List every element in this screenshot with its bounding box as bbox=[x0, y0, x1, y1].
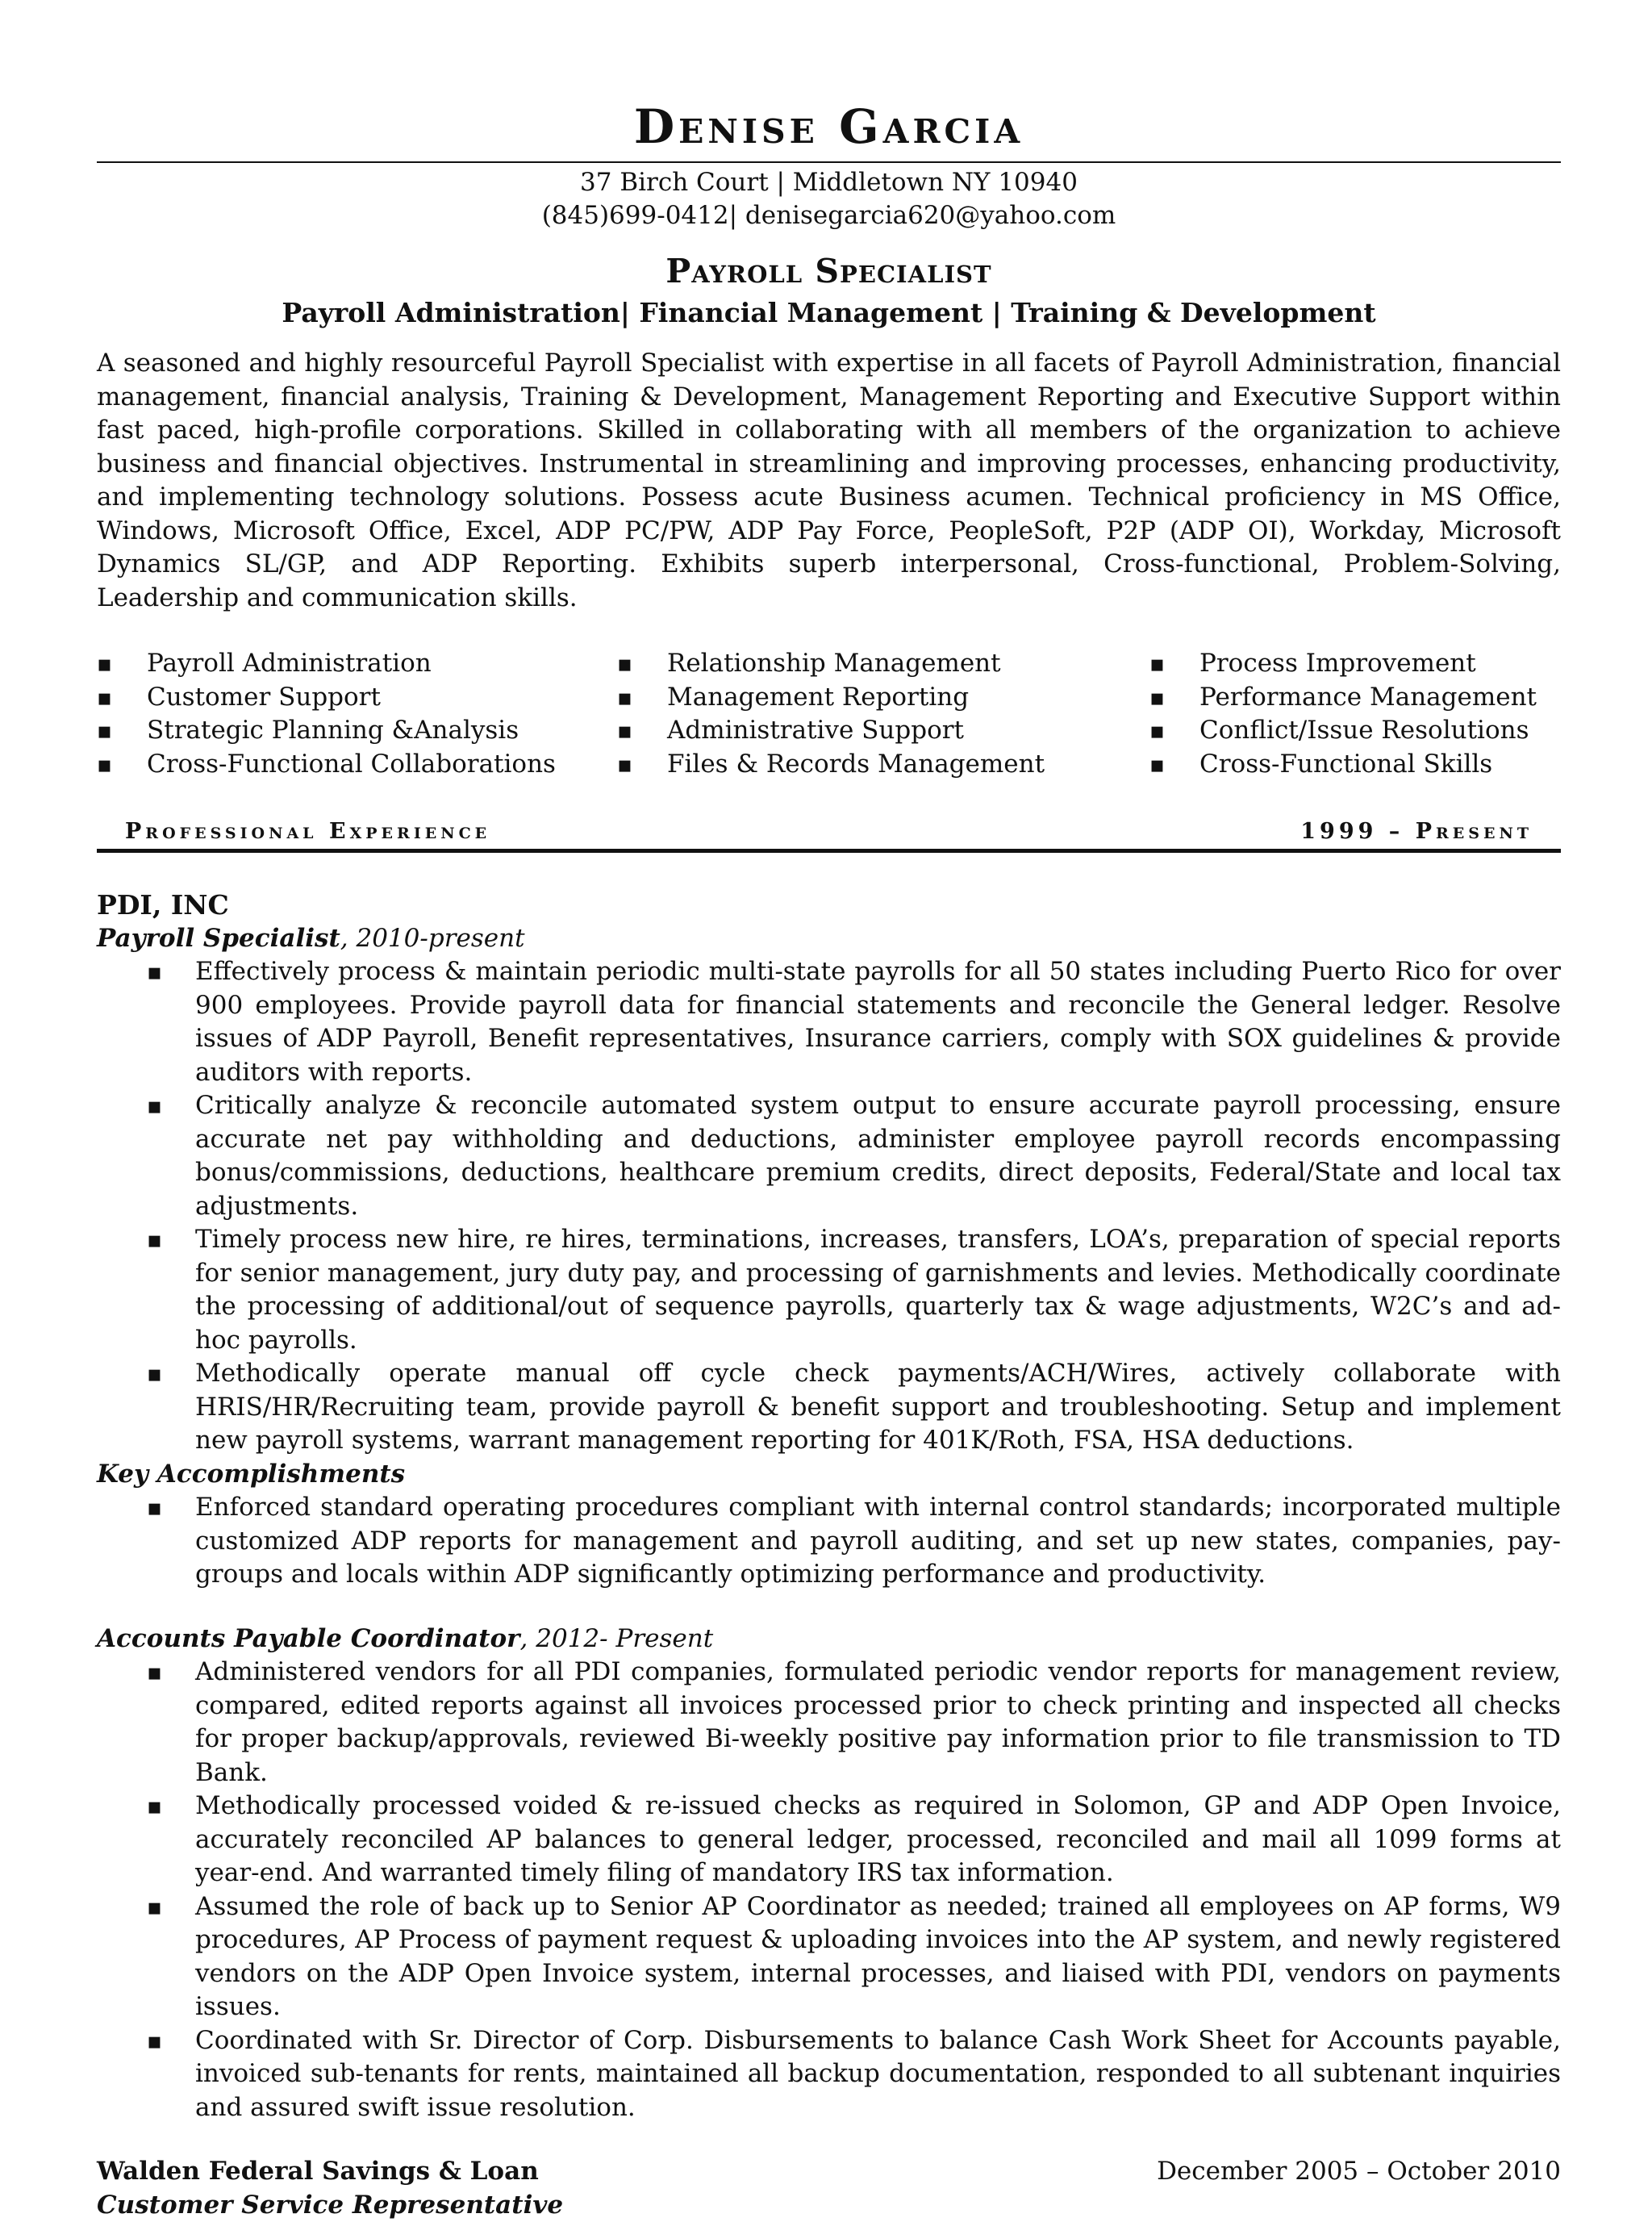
role-dates: , 2010-present bbox=[340, 924, 525, 953]
skill-item: ▪ Process Improvement bbox=[1149, 647, 1561, 681]
skills-column-2 bbox=[617, 647, 1149, 781]
skill-item: ▪ Strategic Planning &Analysis bbox=[97, 714, 617, 748]
skill-item: ▪ Administrative Support bbox=[617, 714, 1149, 748]
bullet-item: ▪ Enforced standard operating procedures compliant with internal control standards; incorporated multiple customized ADP reports for management and payroll auditing, and set up new states, companies, pay-groups and locals within ADP significantly optimizing performance and productivity. bbox=[97, 1491, 1561, 1592]
skill-item: ▪ Cross-Functional Skills bbox=[1149, 748, 1561, 782]
role-heading bbox=[97, 1623, 1561, 1656]
summary-paragraph: A seasoned and highly resourceful Payroll Specialist with expertise in all facets of Payroll Administration, financial management, financial analysis, Training & Development, Management Reporting and Executive Support within fast paced, high-profile corporations. Skilled in collaborating with all members of the organization to achieve business and financial objectives. Instrumental in streamlining and improving processes, enhancing productivity, and implementing technology solutions. Possess acute Business acumen. Technical proficiency in MS Office, Windows, Microsoft Office, Excel, ADP PC/PW, ADP Pay Force, PeopleSoft, P2P (ADP OI), Workday, Microsoft Dynamics SL/GP, and ADP Reporting. Exhibits superb interpersonal, Cross-functional, Problem-Solving, Leadership and communication skills. bbox=[97, 347, 1561, 615]
bullet-item: ▪ Coordinated with Sr. Director of Corp. Disbursements to balance Cash Work Sheet for Accounts payable, invoiced sub-tenants for rents, maintained all backup documentation, responded to all subtenant inquiries and assured swift issue resolution. bbox=[97, 2024, 1561, 2125]
experience-section-header bbox=[97, 817, 1561, 853]
bullet-item: ▪ Timely process new hire, re hires, terminations, increases, transfers, LOA’s, preparation of special reports for senior management, jury duty pay, and processing of garnishments and levies. Methodically coordinate the processing of additional/out of sequence payrolls, quarterly tax & wage adjustments, W2C’s and ad-hoc payrolls. bbox=[97, 1223, 1561, 1357]
role-title: Customer Service Representative bbox=[97, 2189, 1561, 2222]
bullet-item: ▪ Effectively process & maintain periodic multi-state payrolls for all 50 states including Puerto Rico for over 900 employees. Provide payroll data for financial statements and reconcile the General ledger. Resolve issues of ADP Payroll, Benefit representatives, Insurance carriers, comply with SOX guidelines & provide auditors with reports. bbox=[97, 955, 1561, 1089]
skill-item: ▪ Customer Support bbox=[97, 681, 617, 715]
header-rule bbox=[97, 161, 1561, 163]
skill-item: ▪ Cross-Functional Collaborations bbox=[97, 748, 617, 782]
section-label: Professional Experience bbox=[125, 817, 490, 847]
role-title: Payroll Specialist bbox=[97, 924, 340, 953]
contact-block bbox=[97, 166, 1561, 232]
candidate-name: Denise Garcia bbox=[97, 98, 1561, 155]
skill-item: ▪ Relationship Management bbox=[617, 647, 1149, 681]
role-bullets bbox=[97, 955, 1561, 1458]
bullet-item: ▪ Administered vendors for all PDI companies, formulated periodic vendor reports for management review, compared, edited reports against all invoices processed prior to check printing and inspected all checks for proper backup/approvals, reviewed Bi-weekly positive pay information prior to file transmission to TD Bank. bbox=[97, 1656, 1561, 1790]
role-heading bbox=[97, 922, 1561, 956]
skills-column-3 bbox=[1149, 647, 1561, 781]
role-bullets bbox=[97, 1656, 1561, 2124]
job-header bbox=[97, 2155, 1561, 2189]
skills-grid bbox=[97, 647, 1561, 781]
skill-item: ▪ Files & Records Management bbox=[617, 748, 1149, 782]
section-range: 1999 – Present bbox=[1300, 817, 1533, 847]
accomplishment-bullets bbox=[97, 1491, 1561, 1592]
skill-item: ▪ Payroll Administration bbox=[97, 647, 617, 681]
accomplishments-heading: Key Accomplishments bbox=[97, 1458, 1561, 1492]
bullet-item: ▪ Methodically operate manual off cycle check payments/ACH/Wires, actively collaborate with HRIS/HR/Recruiting team, provide payroll & benefit support and troubleshooting. Setup and implement new payroll systems, warrant management reporting for 401K/Roth, FSA, HSA deductions. bbox=[97, 1357, 1561, 1458]
company-name: PDI, INC bbox=[97, 888, 1561, 922]
job-title: Payroll Specialist bbox=[97, 252, 1561, 290]
contact-phone-email[interactable]: (845)699-0412| denisegarcia620@yahoo.com bbox=[97, 199, 1561, 232]
job-dates: December 2005 – October 2010 bbox=[1157, 2155, 1561, 2189]
skill-item: ▪ Management Reporting bbox=[617, 681, 1149, 715]
skills-column-1 bbox=[97, 647, 617, 781]
job-subtitle: Payroll Administration| Financial Management | Training & Development bbox=[97, 295, 1561, 331]
role-title: Accounts Payable Coordinator bbox=[97, 1624, 520, 1653]
bullet-item: ▪ Assumed the role of back up to Senior AP Coordinator as needed; trained all employees on AP forms, W9 procedures, AP Process of payment request & uploading invoices into the AP system, and newly registered vendors on the ADP Open Invoice system, internal processes, and liaised with PDI, vendors on payments issues. bbox=[97, 1890, 1561, 2024]
bullet-item: ▪ Methodically processed voided & re-issued checks as required in Solomon, GP and ADP Open Invoice, accurately reconciled AP balances to general ledger, processed, reconciled and mail all 1099 forms at year-end. And warranted timely filing of mandatory IRS tax information. bbox=[97, 1790, 1561, 1890]
role-dates: , 2012- Present bbox=[520, 1624, 714, 1653]
company-name: Walden Federal Savings & Loan bbox=[97, 2155, 539, 2189]
skill-item: ▪ Performance Management bbox=[1149, 681, 1561, 715]
bullet-item: ▪ Critically analyze & reconcile automated system output to ensure accurate payroll processing, ensure accurate net pay withholding and deductions, administer employee payroll records encompassing bonus/commissions, deductions, healthcare premium credits, direct deposits, Federal/State and local tax adjustments. bbox=[97, 1089, 1561, 1223]
skill-item: ▪ Conflict/Issue Resolutions bbox=[1149, 714, 1561, 748]
contact-address: 37 Birch Court | Middletown NY 10940 bbox=[97, 166, 1561, 199]
resume-page bbox=[97, 0, 1561, 2222]
